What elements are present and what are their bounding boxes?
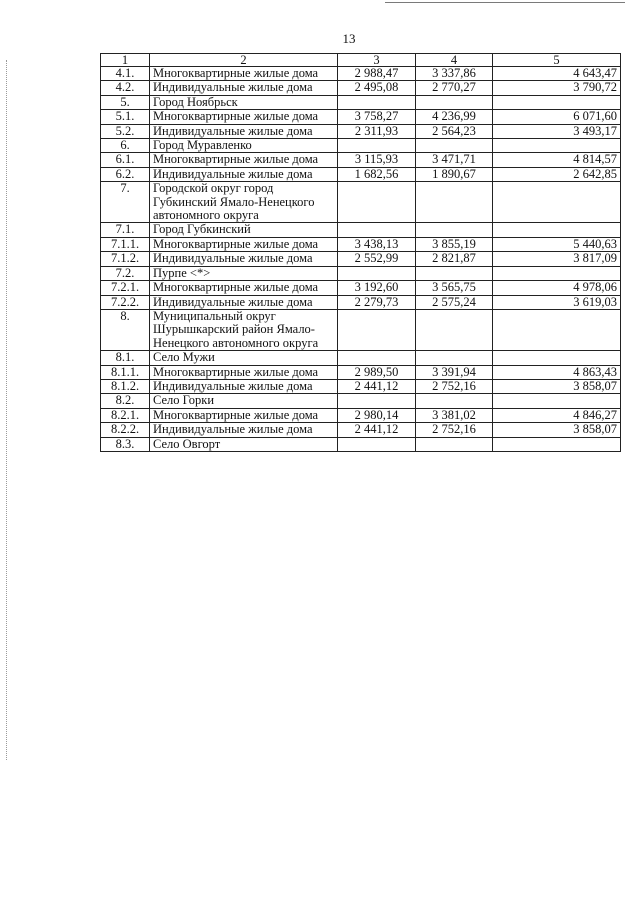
- row-name-cell: Город Муравленко: [150, 139, 338, 153]
- value-cell-col3: [338, 394, 416, 408]
- row-number-cell: 8.3.: [101, 437, 150, 451]
- table-body: [101, 67, 621, 452]
- table-row: [101, 351, 621, 365]
- value-cell-col3: [338, 266, 416, 280]
- value-cell-col5: 3 619,03: [493, 295, 621, 309]
- row-name-cell: Село Горки: [150, 394, 338, 408]
- row-number-cell: 7.1.2.: [101, 252, 150, 266]
- row-number-cell: 7.1.: [101, 223, 150, 237]
- table-row: [101, 252, 621, 266]
- row-number-cell: 4.2.: [101, 81, 150, 95]
- table-row: [101, 124, 621, 138]
- value-cell-col4: 3 391,94: [416, 365, 493, 379]
- value-cell-col5: [493, 351, 621, 365]
- value-cell-col4: 3 565,75: [416, 281, 493, 295]
- value-cell-col5: [493, 223, 621, 237]
- value-cell-col5: [493, 394, 621, 408]
- value-cell-col4: 2 821,87: [416, 252, 493, 266]
- table-row: [101, 408, 621, 422]
- value-cell-col5: [493, 309, 621, 350]
- value-cell-col3: 2 495,08: [338, 81, 416, 95]
- row-name-cell: Индивидуальные жилые дома: [150, 124, 338, 138]
- value-cell-col4: 4 236,99: [416, 110, 493, 124]
- row-number-cell: 8.1.2.: [101, 379, 150, 393]
- value-cell-col3: 3 438,13: [338, 237, 416, 251]
- row-number-cell: 8.1.: [101, 351, 150, 365]
- value-cell-col3: 2 989,50: [338, 365, 416, 379]
- value-cell-col4: [416, 95, 493, 109]
- value-cell-col3: 2 279,73: [338, 295, 416, 309]
- page-number: 13: [342, 31, 356, 46]
- value-cell-col3: [338, 139, 416, 153]
- column-header-4: 4: [416, 54, 493, 67]
- row-number-cell: 7.1.1.: [101, 237, 150, 251]
- row-name-cell: Многоквартирные жилые дома: [150, 153, 338, 167]
- value-cell-col3: [338, 351, 416, 365]
- row-name-cell: Многоквартирные жилые дома: [150, 408, 338, 422]
- table-row: [101, 95, 621, 109]
- row-name-cell: Индивидуальные жилые дома: [150, 295, 338, 309]
- row-name-cell: Многоквартирные жилые дома: [150, 67, 338, 81]
- value-cell-col3: 1 682,56: [338, 167, 416, 181]
- table-row: [101, 81, 621, 95]
- value-cell-col4: [416, 394, 493, 408]
- value-cell-col4: 3 855,19: [416, 237, 493, 251]
- top-rule: [385, 2, 625, 3]
- value-cell-col5: [493, 139, 621, 153]
- table-row: [101, 379, 621, 393]
- value-cell-col3: 3 192,60: [338, 281, 416, 295]
- value-cell-col5: [493, 95, 621, 109]
- row-number-cell: 7.2.: [101, 266, 150, 280]
- value-cell-col5: 4 814,57: [493, 153, 621, 167]
- table-header-row: [101, 54, 621, 67]
- value-cell-col5: 3 817,09: [493, 252, 621, 266]
- row-name-cell: Город Ноябрьск: [150, 95, 338, 109]
- value-cell-col5: [493, 182, 621, 223]
- value-cell-col5: 4 643,47: [493, 67, 621, 81]
- tariff-table: [100, 53, 621, 452]
- value-cell-col4: 3 471,71: [416, 153, 493, 167]
- value-cell-col4: [416, 139, 493, 153]
- value-cell-col3: 2 311,93: [338, 124, 416, 138]
- row-name-cell: Село Мужи: [150, 351, 338, 365]
- row-number-cell: 8.: [101, 309, 150, 350]
- row-name-cell: Индивидуальные жилые дома: [150, 81, 338, 95]
- value-cell-col3: 2 988,47: [338, 67, 416, 81]
- value-cell-col3: 3 758,27: [338, 110, 416, 124]
- value-cell-col4: 2 564,23: [416, 124, 493, 138]
- row-name-cell: Город Губкинский: [150, 223, 338, 237]
- table-row: [101, 167, 621, 181]
- row-name-cell: Индивидуальные жилые дома: [150, 423, 338, 437]
- value-cell-col4: [416, 223, 493, 237]
- table-row: [101, 394, 621, 408]
- row-name-cell: Индивидуальные жилые дома: [150, 379, 338, 393]
- page-edge-marks: [6, 60, 7, 760]
- value-cell-col4: [416, 182, 493, 223]
- row-name-cell: Многоквартирные жилые дома: [150, 281, 338, 295]
- value-cell-col3: [338, 223, 416, 237]
- table-row: [101, 309, 621, 350]
- value-cell-col5: 4 846,27: [493, 408, 621, 422]
- table-row: [101, 266, 621, 280]
- value-cell-col3: 2 552,99: [338, 252, 416, 266]
- column-header-5: 5: [493, 54, 621, 67]
- table-row: [101, 153, 621, 167]
- value-cell-col5: 2 642,85: [493, 167, 621, 181]
- row-name-cell: Село Овгорт: [150, 437, 338, 451]
- value-cell-col4: [416, 351, 493, 365]
- row-number-cell: 7.: [101, 182, 150, 223]
- value-cell-col4: [416, 437, 493, 451]
- value-cell-col3: 3 115,93: [338, 153, 416, 167]
- row-number-cell: 6.1.: [101, 153, 150, 167]
- value-cell-col3: 2 441,12: [338, 379, 416, 393]
- row-name-cell: Многоквартирные жилые дома: [150, 110, 338, 124]
- value-cell-col5: 6 071,60: [493, 110, 621, 124]
- row-number-cell: 6.: [101, 139, 150, 153]
- value-cell-col3: [338, 182, 416, 223]
- row-number-cell: 8.2.: [101, 394, 150, 408]
- value-cell-col3: [338, 437, 416, 451]
- table-row: [101, 365, 621, 379]
- row-name-cell: Индивидуальные жилые дома: [150, 167, 338, 181]
- value-cell-col4: [416, 309, 493, 350]
- table-row: [101, 182, 621, 223]
- value-cell-col4: 3 381,02: [416, 408, 493, 422]
- row-number-cell: 5.1.: [101, 110, 150, 124]
- table-row: [101, 295, 621, 309]
- row-number-cell: 7.2.1.: [101, 281, 150, 295]
- table-row: [101, 237, 621, 251]
- value-cell-col3: [338, 309, 416, 350]
- value-cell-col4: 3 337,86: [416, 67, 493, 81]
- row-number-cell: 8.1.1.: [101, 365, 150, 379]
- value-cell-col3: [338, 95, 416, 109]
- value-cell-col4: [416, 266, 493, 280]
- row-number-cell: 5.: [101, 95, 150, 109]
- row-name-cell: Индивидуальные жилые дома: [150, 252, 338, 266]
- value-cell-col5: 3 858,07: [493, 423, 621, 437]
- table-row: [101, 281, 621, 295]
- value-cell-col4: 1 890,67: [416, 167, 493, 181]
- row-number-cell: 8.2.2.: [101, 423, 150, 437]
- row-number-cell: 6.2.: [101, 167, 150, 181]
- table-row: [101, 423, 621, 437]
- table-row: [101, 223, 621, 237]
- value-cell-col5: 3 493,17: [493, 124, 621, 138]
- column-header-2: 2: [150, 54, 338, 67]
- row-name-cell: Многоквартирные жилые дома: [150, 237, 338, 251]
- value-cell-col4: 2 575,24: [416, 295, 493, 309]
- table-row: [101, 139, 621, 153]
- value-cell-col4: 2 752,16: [416, 379, 493, 393]
- value-cell-col3: 2 441,12: [338, 423, 416, 437]
- column-header-3: 3: [338, 54, 416, 67]
- value-cell-col5: 3 790,72: [493, 81, 621, 95]
- row-number-cell: 5.2.: [101, 124, 150, 138]
- row-name-cell: Пурпе <*>: [150, 266, 338, 280]
- value-cell-col3: 2 980,14: [338, 408, 416, 422]
- table-row: [101, 110, 621, 124]
- value-cell-col5: 5 440,63: [493, 237, 621, 251]
- value-cell-col5: 4 978,06: [493, 281, 621, 295]
- value-cell-col5: [493, 437, 621, 451]
- row-name-cell: Многоквартирные жилые дома: [150, 365, 338, 379]
- table-row: [101, 437, 621, 451]
- row-name-cell: Муниципальный округ Шурышкарский район Ямало-Ненецкого автономного округа: [150, 309, 338, 350]
- value-cell-col4: 2 752,16: [416, 423, 493, 437]
- table-row: [101, 67, 621, 81]
- value-cell-col5: 3 858,07: [493, 379, 621, 393]
- row-number-cell: 4.1.: [101, 67, 150, 81]
- row-number-cell: 7.2.2.: [101, 295, 150, 309]
- value-cell-col5: [493, 266, 621, 280]
- column-header-1: 1: [101, 54, 150, 67]
- row-number-cell: 8.2.1.: [101, 408, 150, 422]
- value-cell-col5: 4 863,43: [493, 365, 621, 379]
- row-name-cell: Городской округ город Губкинский Ямало-Ненецкого автономного округа: [150, 182, 338, 223]
- value-cell-col4: 2 770,27: [416, 81, 493, 95]
